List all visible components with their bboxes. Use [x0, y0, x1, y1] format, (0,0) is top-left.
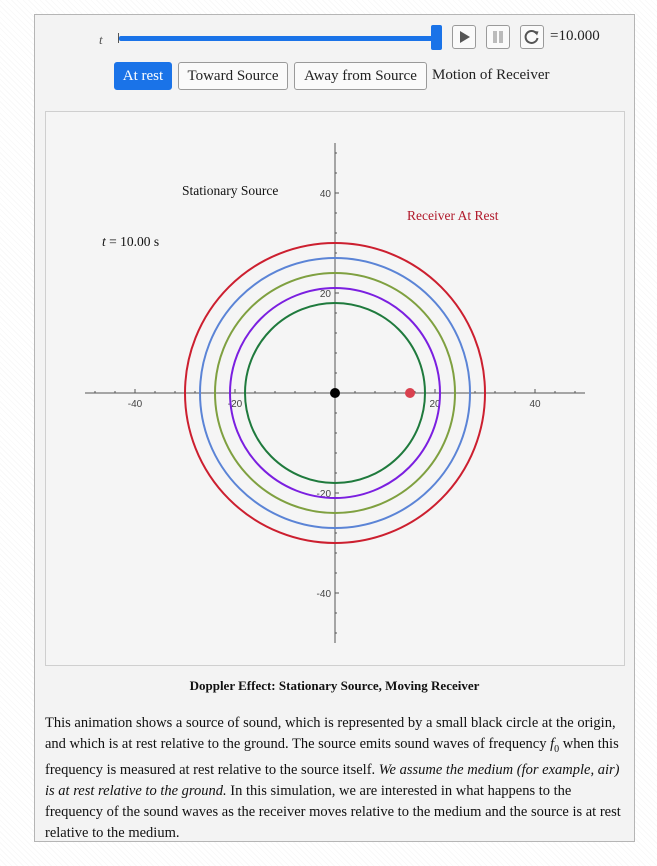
time-slider[interactable]	[119, 36, 437, 41]
y-tick-label: -20	[316, 489, 331, 500]
description-part3: In this simulation, we are interested in what happens to the frequency of the sound waves as the receiver moves relative to the medium and the source is at rest relative to the medium.	[45, 782, 621, 841]
time-readout: t = 10.00 s	[102, 234, 160, 249]
reset-icon	[524, 29, 540, 45]
description-part2: when this frequency is measured at rest relative to the source itself.	[45, 736, 619, 778]
slider-label: t	[99, 32, 103, 47]
plot-svg	[46, 112, 624, 665]
source-point	[330, 388, 340, 398]
x-tick-label: 20	[429, 399, 441, 410]
x-tick-label: -40	[127, 399, 143, 410]
description-part1: This animation shows a source of sound, which is represented by a small black circle at the origin, and which is at rest relative to the ground. The source emits sound waves of frequency	[45, 715, 616, 752]
y-tick-label: -40	[316, 589, 331, 600]
figure-caption: Doppler Effect: Stationary Source, Moving Receiver	[189, 678, 480, 693]
mode-at-rest-button[interactable]: At rest	[114, 62, 172, 90]
y-tick-label: 40	[319, 189, 331, 200]
play-button[interactable]	[452, 25, 476, 49]
manipulate-panel	[34, 14, 635, 842]
frequency-symbol: f	[550, 736, 555, 752]
mode-away-from-source-button[interactable]: Away from Source	[294, 62, 427, 90]
y-tick-label: 20	[319, 289, 331, 300]
time-value: =10.000	[550, 28, 600, 44]
mode-toward-source-button[interactable]: Toward Source	[178, 62, 288, 90]
pause-button[interactable]	[486, 25, 510, 49]
time-slider-thumb[interactable]	[431, 25, 442, 50]
reset-button[interactable]	[520, 25, 544, 49]
motion-of-receiver-label: Motion of Receiver	[432, 67, 550, 83]
description-italic: We assume the medium (for example, air) is at rest relative to the ground.	[45, 761, 620, 799]
receiver-state-label: Receiver At Rest	[407, 208, 499, 223]
frequency-subscript: 0	[554, 743, 560, 755]
receiver-point	[405, 388, 415, 398]
stationary-source-label: Stationary Source	[182, 183, 279, 198]
description	[45, 713, 625, 844]
doppler-plot	[45, 111, 625, 666]
x-tick-label: -20	[227, 399, 243, 410]
pause-icon	[491, 30, 505, 44]
x-tick-label: 40	[529, 399, 541, 410]
play-icon	[457, 30, 471, 44]
